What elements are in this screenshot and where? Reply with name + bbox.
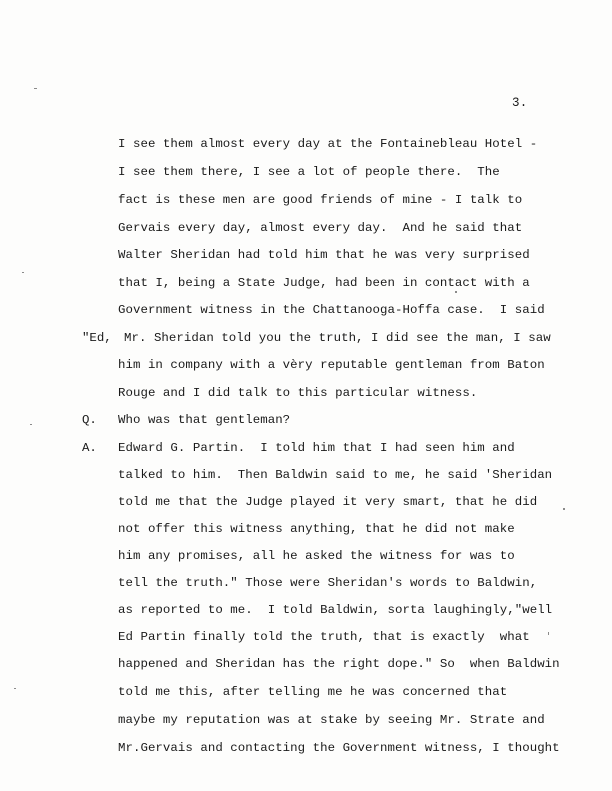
text-line-23: Mr.Gervais and contacting the Government witness, I thought [118,741,560,755]
text-line-16: him any promises, all he asked the witness for was to [118,549,515,563]
text-line-3: fact is these men are good friends of mine - I talk to [118,193,523,207]
scan-speck [548,632,549,635]
text-line-13: talked to him. Then Baldwin said to me, he said 'Sheridan [118,468,553,482]
text-line-8: Mr. Sheridan told you the truth, I did see the man, I saw [124,331,551,345]
text-line-6: that I, being a State Judge, had been in contact with a [118,276,530,290]
text-line-2: I see them there, I see a lot of people there. The [118,165,500,179]
text-line-17: tell the truth." Those were Sheridan's words to Baldwin, [118,576,538,590]
scan-speck [563,508,565,510]
text-line-7: Government witness in the Chattanooga-Hoffa case. I said [118,303,545,317]
text-line-18: as reported to me. I told Baldwin, sorta laughingly,"well [118,603,553,617]
scan-speck [455,291,457,293]
question-marker: Q. [82,413,97,427]
scan-speck [22,272,24,273]
text-line-10: Rouge and I did talk to this particular witness. [118,386,478,400]
text-line-9: him in company with a vèry reputable gentleman from Baton [118,358,545,372]
text-line-20: happened and Sheridan has the right dope." So when Baldwin [118,657,560,671]
text-line-15: not offer this witness anything, that he did not make [118,522,515,536]
scan-speck [30,424,32,425]
speaker-marker-ed: "Ed, [82,331,112,345]
text-line-11: Who was that gentleman? [118,413,291,427]
scan-speck [14,688,16,689]
answer-marker: A. [82,441,97,455]
text-line-1: I see them almost every day at the Fontainebleau Hotel - [118,137,538,151]
scan-speck [34,88,37,89]
page-number: 3. [512,96,528,110]
text-line-5: Walter Sheridan had told him that he was very surprised [118,248,530,262]
text-line-21: told me this, after telling me he was concerned that [118,685,508,699]
text-line-14: told me that the Judge played it very smart, that he did [118,495,538,509]
text-line-12: Edward G. Partin. I told him that I had seen him and [118,441,515,455]
text-line-4: Gervais every day, almost every day. And he said that [118,221,523,235]
text-line-22: maybe my reputation was at stake by seeing Mr. Strate and [118,713,545,727]
text-line-19: Ed Partin finally told the truth, that is exactly what [118,630,530,644]
